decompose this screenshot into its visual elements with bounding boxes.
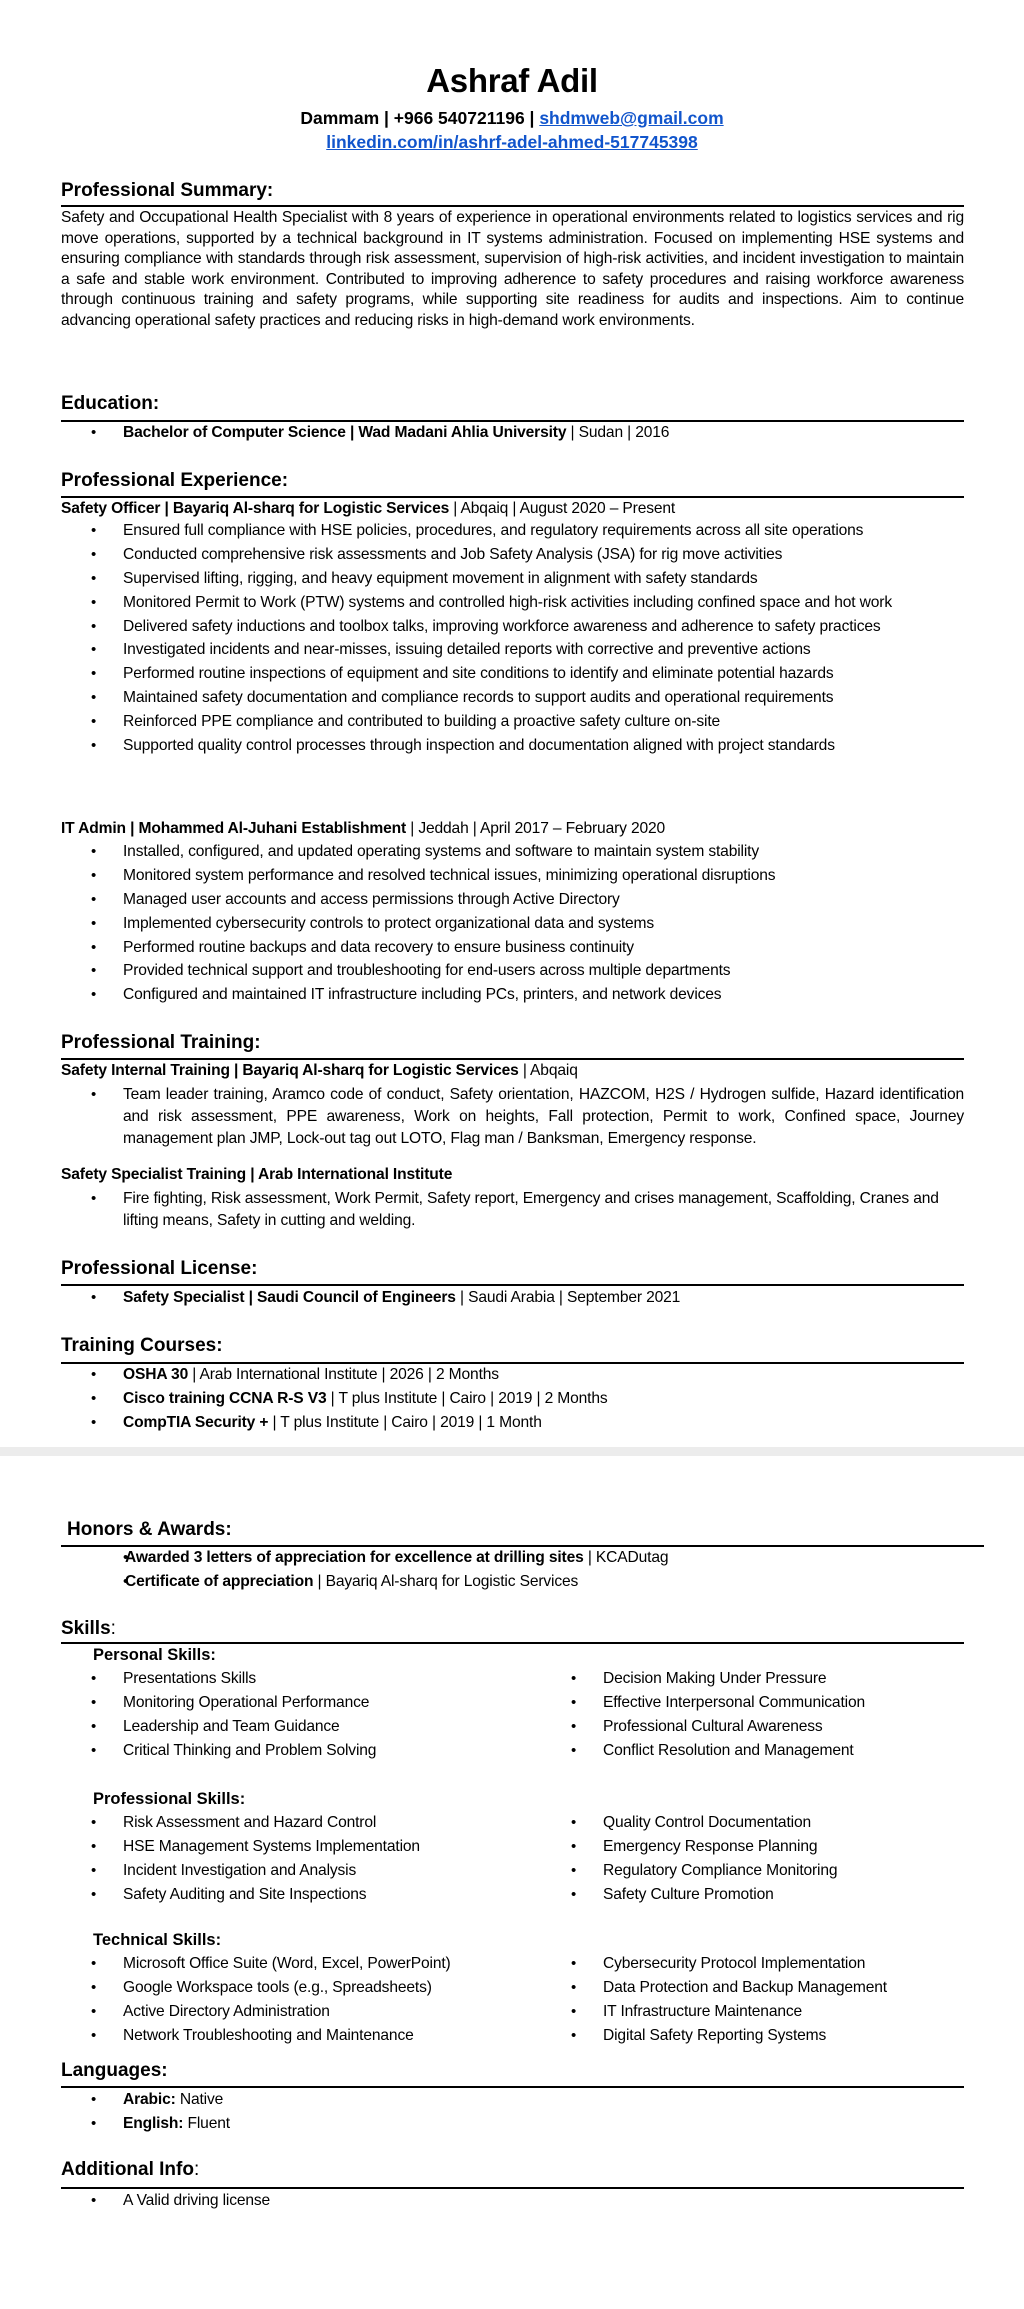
section-title-summary: Professional Summary: xyxy=(61,180,274,201)
job-bullets-safety-officer xyxy=(61,521,964,760)
section-divider xyxy=(61,1642,964,1644)
list-item: • Conflict Resolution and Management xyxy=(541,1741,981,1762)
list-item: • Ensured full compliance with HSE policies, procedures, and regulatory requirements across all site operations xyxy=(61,521,964,542)
list-item: • Digital Safety Reporting Systems xyxy=(541,2026,981,2047)
linkedin-line xyxy=(0,131,1024,153)
award-item: • Awarded 3 letters of appreciation for excellence at drilling sites | KCADutag xyxy=(93,1548,973,1569)
list-item: • Professional Cultural Awareness xyxy=(541,1717,981,1738)
language-item: • Arabic: Native xyxy=(61,2090,964,2111)
list-item: • Leadership and Team Guidance xyxy=(61,1717,541,1738)
education-item: • Bachelor of Computer Science | Wad Madani Ahlia University | Sudan | 2016 xyxy=(61,423,964,444)
list-item: • Microsoft Office Suite (Word, Excel, PowerPoint) xyxy=(61,1954,541,1975)
list-item: • Installed, configured, and updated operating systems and software to maintain system stability xyxy=(61,842,964,863)
course-item: • OSHA 30 | Arab International Institute | 2026 | 2 Months xyxy=(61,1365,964,1386)
training-heading-internal: Safety Internal Training | Bayariq Al-sharq for Logistic Services | Abqaiq xyxy=(61,1062,578,1079)
additional-list xyxy=(61,2191,964,2215)
skills-group-title-personal: Personal Skills: xyxy=(93,1646,216,1664)
list-item: • Implemented cybersecurity controls to protect organizational data and systems xyxy=(61,914,964,935)
list-item: • Team leader training, Aramco code of conduct, Safety orientation, HAZCOM, H2S / Hydrogen sulfide, Hazard identification and risk assessment, PPE awareness, Work on heights, Fall protection, Permit to work, Confined space, Journey management plan JMP, Lock-out tag out LOTO, Flag man / Banksman, Emergency response. xyxy=(61,1084,964,1150)
section-title-skills: Skills: xyxy=(61,1618,116,1639)
languages-list xyxy=(61,2090,964,2138)
list-item: • Effective Interpersonal Communication xyxy=(541,1693,981,1714)
section-title-languages: Languages: xyxy=(61,2060,168,2081)
professional-skills-right xyxy=(541,1813,981,1909)
section-divider xyxy=(61,205,964,207)
list-item: • Incident Investigation and Analysis xyxy=(61,1861,541,1882)
list-item: • Emergency Response Planning xyxy=(541,1837,981,1858)
page-break xyxy=(0,1447,1024,1456)
contact-line: Dammam | +966 540721196 | shdmweb@gmail.com xyxy=(300,108,724,128)
courses-list xyxy=(61,1365,964,1437)
list-item: • Conducted comprehensive risk assessments and Job Safety Analysis (JSA) for rig move activities xyxy=(61,545,964,566)
list-item: • Maintained safety documentation and compliance records to support audits and operational requirements xyxy=(61,688,964,709)
course-item: • Cisco training CCNA R-S V3 | T plus Institute | Cairo | 2019 | 2 Months xyxy=(61,1389,964,1410)
list-item: • Network Troubleshooting and Maintenance xyxy=(61,2026,541,2047)
list-item: • Reinforced PPE compliance and contributed to building a proactive safety culture on-site xyxy=(61,712,964,733)
list-item: • Configured and maintained IT infrastructure including PCs, printers, and network devices xyxy=(61,985,964,1006)
section-title-courses: Training Courses: xyxy=(61,1335,223,1356)
section-divider xyxy=(61,1362,964,1364)
contact-city: Dammam xyxy=(300,108,380,128)
technical-skills-left xyxy=(61,1954,541,2050)
personal-skills-left xyxy=(61,1669,541,1765)
section-title-license: Professional License: xyxy=(61,1258,258,1279)
section-divider xyxy=(61,420,964,422)
candidate-name: Ashraf Adil xyxy=(426,62,598,99)
job-heading-safety-officer: Safety Officer | Bayariq Al-sharq for Logistic Services | Abqaiq | August 2020 – Present xyxy=(61,500,676,517)
linkedin-link[interactable]: linkedin.com/in/ashrf-adel-ahmed-517745398 xyxy=(326,132,698,152)
section-divider xyxy=(61,1284,964,1286)
training-bullets-specialist xyxy=(61,1188,964,1235)
skills-group-title-professional: Professional Skills: xyxy=(93,1790,246,1808)
course-item: • CompTIA Security + | T plus Institute | Cairo | 2019 | 1 Month xyxy=(61,1413,964,1434)
summary-text: Safety and Occupational Health Specialist with 8 years of experience in operational environments related to logistics services and rig move operations, supported by a technical background in IT systems administration. Focused on implementing HSE systems and ensuring compliance with standards through risk assessment, supervision of high-risk activities, and incident investigation to maintain a safe and stable work environment. Contributed to improving adherence to safety procedures and raising workforce awareness through continuous training and safety programs, while supporting site readiness for audits and inspections. Aim to continue advancing operational safety practices and reducing risks in high-demand work environments. xyxy=(61,209,964,329)
award-item: • Certificate of appreciation | Bayariq Al-sharq for Logistic Services xyxy=(93,1572,973,1593)
resume-page-2 xyxy=(0,1456,1024,2309)
section-title-training: Professional Training: xyxy=(61,1032,261,1053)
list-item: • Monitored Permit to Work (PTW) systems and controlled high-risk activities including confined space and hot work xyxy=(61,593,964,614)
email-link[interactable]: shdmweb@gmail.com xyxy=(539,108,724,128)
list-item: • Performed routine backups and data recovery to ensure business continuity xyxy=(61,938,964,959)
job-bullets-it-admin xyxy=(61,842,964,1009)
license-item: • Safety Specialist | Saudi Council of Engineers | Saudi Arabia | September 2021 xyxy=(61,1288,964,1309)
list-item: • Provided technical support and troubleshooting for end-users across multiple departments xyxy=(61,961,964,982)
list-item: • IT Infrastructure Maintenance xyxy=(541,2002,981,2023)
list-item: • Regulatory Compliance Monitoring xyxy=(541,1861,981,1882)
list-item: • Safety Auditing and Site Inspections xyxy=(61,1885,541,1906)
professional-skills-left xyxy=(61,1813,541,1909)
section-title-awards: Honors & Awards: xyxy=(67,1519,232,1540)
list-item: • Risk Assessment and Hazard Control xyxy=(61,1813,541,1834)
training-heading-specialist: Safety Specialist Training | Arab International Institute xyxy=(61,1166,453,1183)
list-item: • HSE Management Systems Implementation xyxy=(61,1837,541,1858)
list-item: • Google Workspace tools (e.g., Spreadsheets) xyxy=(61,1978,541,1999)
section-divider xyxy=(61,2086,964,2088)
list-item: • Decision Making Under Pressure xyxy=(541,1669,981,1690)
section-title-education: Education: xyxy=(61,393,160,414)
list-item: • Performed routine inspections of equipment and site conditions to identify and eliminate potential hazards xyxy=(61,664,964,685)
list-item: • Quality Control Documentation xyxy=(541,1813,981,1834)
list-item: • Presentations Skills xyxy=(61,1669,541,1690)
list-item: • Data Protection and Backup Management xyxy=(541,1978,981,1999)
section-divider xyxy=(61,496,964,498)
list-item: • A Valid driving license xyxy=(61,2191,964,2212)
license-list xyxy=(61,1288,964,1312)
list-item: • Cybersecurity Protocol Implementation xyxy=(541,1954,981,1975)
personal-skills-right xyxy=(541,1669,981,1765)
list-item: • Investigated incidents and near-misses, issuing detailed reports with corrective and preventive actions xyxy=(61,640,964,661)
training-bullets-internal xyxy=(61,1084,964,1153)
awards-list xyxy=(93,1548,973,1596)
list-item: • Managed user accounts and access permissions through Active Directory xyxy=(61,890,964,911)
list-item: • Supported quality control processes through inspection and documentation aligned with project standards xyxy=(61,736,964,757)
contact-phone: +966 540721196 xyxy=(393,108,525,128)
section-divider xyxy=(61,1058,964,1060)
technical-skills-right xyxy=(541,1954,981,2050)
list-item: • Delivered safety inductions and toolbox talks, improving workforce awareness and adherence to safety practices xyxy=(61,617,964,638)
list-item: • Safety Culture Promotion xyxy=(541,1885,981,1906)
list-item: • Monitoring Operational Performance xyxy=(61,1693,541,1714)
job-heading-it-admin: IT Admin | Mohammed Al-Juhani Establishment | Jeddah | April 2017 – February 2020 xyxy=(61,820,666,837)
section-title-additional: Additional Info: xyxy=(61,2159,200,2180)
list-item: • Fire fighting, Risk assessment, Work Permit, Safety report, Emergency and crises management, Scaffolding, Cranes and lifting means, Safety in cutting and welding. xyxy=(61,1188,964,1232)
list-item: • Monitored system performance and resolved technical issues, minimizing operational disruptions xyxy=(61,866,964,887)
skills-group-title-technical: Technical Skills: xyxy=(93,1931,222,1949)
list-item: • Supervised lifting, rigging, and heavy equipment movement in alignment with safety standards xyxy=(61,569,964,590)
list-item: • Active Directory Administration xyxy=(61,2002,541,2023)
language-item: • English: Fluent xyxy=(61,2114,964,2135)
list-item: • Critical Thinking and Problem Solving xyxy=(61,1741,541,1762)
section-divider xyxy=(61,2187,964,2189)
education-list xyxy=(61,423,964,447)
section-title-experience: Professional Experience: xyxy=(61,470,289,491)
section-divider xyxy=(61,1545,984,1547)
